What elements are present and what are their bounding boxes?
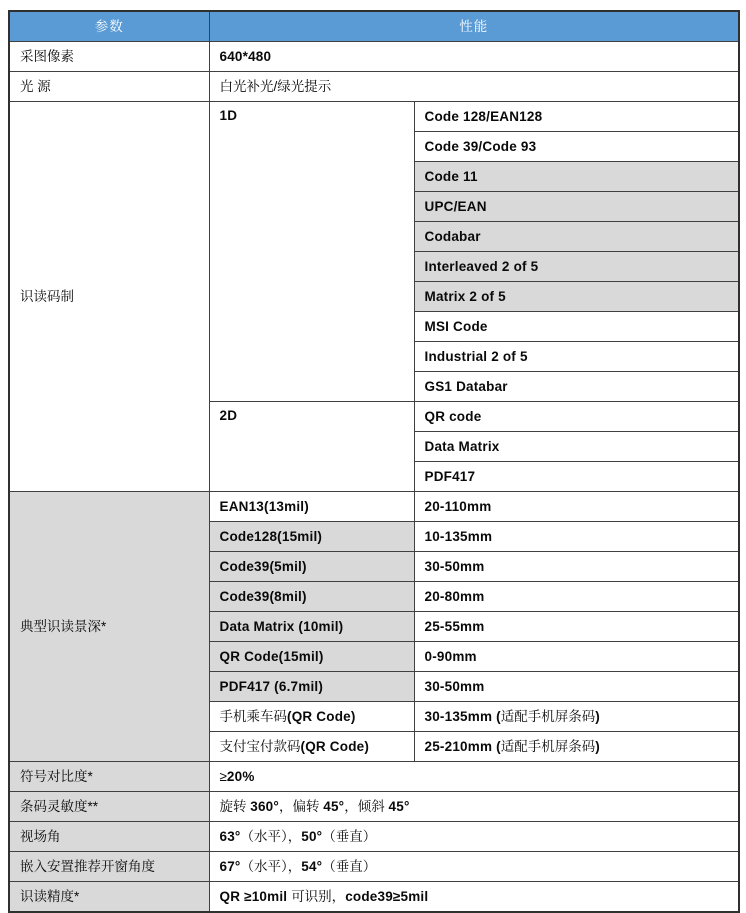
text-segment: ，倾斜 [344,798,389,814]
text-segment: PDF417 (6.7mil) [219,678,324,694]
dof-mobile-transit-code [209,702,414,732]
text-segment: 20% [226,768,255,784]
text-segment: 10-135mm [424,528,493,544]
text-segment: 典型识读景深* [20,618,107,634]
value-barcode-sensitivity [209,792,739,822]
text-segment: （垂直） [322,828,377,844]
table-row [9,762,739,792]
spec-table-body [9,42,739,913]
dof-data-matrix-10mil [209,612,414,642]
symbology-matrix-2of5 [414,282,739,312]
table-row [9,822,739,852]
text-segment: Data Matrix (10mil) [219,618,344,634]
dof-code39-8mil-range [414,582,739,612]
symbology-code11 [414,162,739,192]
text-segment: 640*480 [219,48,272,64]
text-segment: 45° [323,798,345,814]
table-row [9,102,739,132]
text-segment: code39≥5mil [345,888,429,904]
param-depth-of-field [9,492,209,762]
text-segment: 30-50mm [424,558,485,574]
text-segment: 白光补光/绿光提示 [219,78,332,94]
text-segment: ，偏转 [279,798,324,814]
text-segment: 20-110mm [424,498,492,514]
symbology-code39-code93 [414,132,739,162]
text-segment: 54° [301,858,323,874]
text-segment: (QR Code) [300,738,370,754]
param-field-of-view [9,822,209,852]
text-segment: 2D [219,408,238,423]
dof-pdf417-6-7mil [209,672,414,702]
symbology-codabar [414,222,739,252]
dof-qr-code-15mil-range [414,642,739,672]
dof-data-matrix-10mil-range [414,612,739,642]
text-segment: Code 39/Code 93 [424,138,537,154]
text-segment: ≥ [219,768,227,784]
text-segment: 1D [219,108,238,123]
text-segment: Code39(5mil) [219,558,307,574]
dof-code128-15mil-range [414,522,739,552]
text-segment: MSI Code [424,318,488,334]
text-segment: PDF417 [424,468,476,484]
dof-code39-5mil [209,552,414,582]
group-2d [209,402,414,492]
text-segment: EAN13(13mil) [219,498,309,514]
text-segment: （垂直） [322,858,377,874]
text-segment: QR Code(15mil) [219,648,324,664]
table-row [9,792,739,822]
text-segment: 可识别， [291,888,346,904]
header-param [9,11,209,42]
table-row [9,42,739,72]
dof-code39-5mil-range [414,552,739,582]
value-light-source [209,72,739,102]
text-segment: 360° [250,798,279,814]
text-segment: Code 11 [424,168,478,184]
group-1d [209,102,414,402]
text-segment: 视场角 [20,828,61,844]
text-segment: Code 128/EAN128 [424,108,543,124]
header-performance [209,11,739,42]
dof-code128-15mil [209,522,414,552]
text-segment: Code128(15mil) [219,528,323,544]
text-segment: Code39(8mil) [219,588,307,604]
header-row [9,11,739,42]
param-symbol-contrast [9,762,209,792]
symbology-upc-ean [414,192,739,222]
text-segment: 63° [219,828,241,844]
symbology-code128-ean128 [414,102,739,132]
value-read-precision [209,882,739,913]
param-light-source [9,72,209,102]
dof-alipay-payment-code-range [414,732,739,762]
text-segment: 25-55mm [424,618,485,634]
param-capture-pixels [9,42,209,72]
text-segment: （水平）， [240,828,302,844]
text-segment: 适配手机屏条码 [500,708,596,724]
text-segment: 采图像素 [20,48,74,64]
dof-code39-8mil [209,582,414,612]
text-segment: 条码灵敏度** [20,798,99,814]
text-segment: Data Matrix [424,438,500,454]
symbology-gs1-databar [414,372,739,402]
text-segment: 支付宝付款码 [219,738,301,754]
spec-table [8,10,740,913]
dof-ean13-13mil [209,492,414,522]
text-segment: UPC/EAN [424,198,487,214]
value-capture-pixels [209,42,739,72]
table-row [9,882,739,913]
text-segment: 50° [301,828,323,844]
text-segment: 67° [219,858,241,874]
spec-table-wrap [8,10,740,913]
symbology-interleaved-2of5 [414,252,739,282]
text-segment: 光 源 [20,78,51,94]
text-segment: 性能 [459,18,489,34]
text-segment: ) [595,738,600,754]
symbology-pdf417 [414,462,739,492]
dof-mobile-transit-code-range [414,702,739,732]
text-segment: GS1 Databar [424,378,508,394]
table-row [9,72,739,102]
param-window-angle [9,852,209,882]
table-row [9,852,739,882]
value-symbol-contrast [209,762,739,792]
text-segment: QR ≥10mil [219,888,292,904]
text-segment: 旋转 [219,798,251,814]
value-field-of-view [209,822,739,852]
text-segment: 手机乘车码 [219,708,287,724]
spec-table-header [9,11,739,42]
param-read-precision [9,882,209,913]
text-segment: QR code [424,408,482,424]
symbology-qr-code [414,402,739,432]
symbology-msi-code [414,312,739,342]
text-segment: Codabar [424,228,481,244]
text-segment: Interleaved 2 of 5 [424,258,539,274]
text-segment: 识读精度* [20,888,80,904]
symbology-data-matrix [414,432,739,462]
text-segment: 识读码制 [20,288,74,304]
table-row [9,492,739,522]
text-segment: 符号对比度* [20,768,93,784]
dof-alipay-payment-code [209,732,414,762]
text-segment: 20-80mm [424,588,485,604]
text-segment: 参数 [94,18,124,34]
dof-ean13-13mil-range [414,492,739,522]
dof-qr-code-15mil [209,642,414,672]
text-segment: （水平）， [240,858,302,874]
symbology-industrial-2of5 [414,342,739,372]
text-segment: (QR Code) [287,708,356,724]
text-segment: 25-210mm ( [424,738,501,754]
text-segment: 30-135mm ( [424,708,501,724]
text-segment: 0-90mm [424,648,477,664]
text-segment: ) [595,708,600,724]
text-segment: Matrix 2 of 5 [424,288,506,304]
text-segment: 适配手机屏条码 [500,738,596,754]
text-segment: 嵌入安置推荐开窗角度 [20,858,155,874]
text-segment: Industrial 2 of 5 [424,348,528,364]
text-segment: 30-50mm [424,678,485,694]
param-barcode-sensitivity [9,792,209,822]
param-symbologies [9,102,209,492]
text-segment: 45° [388,798,410,814]
dof-pdf417-6-7mil-range [414,672,739,702]
value-window-angle [209,852,739,882]
